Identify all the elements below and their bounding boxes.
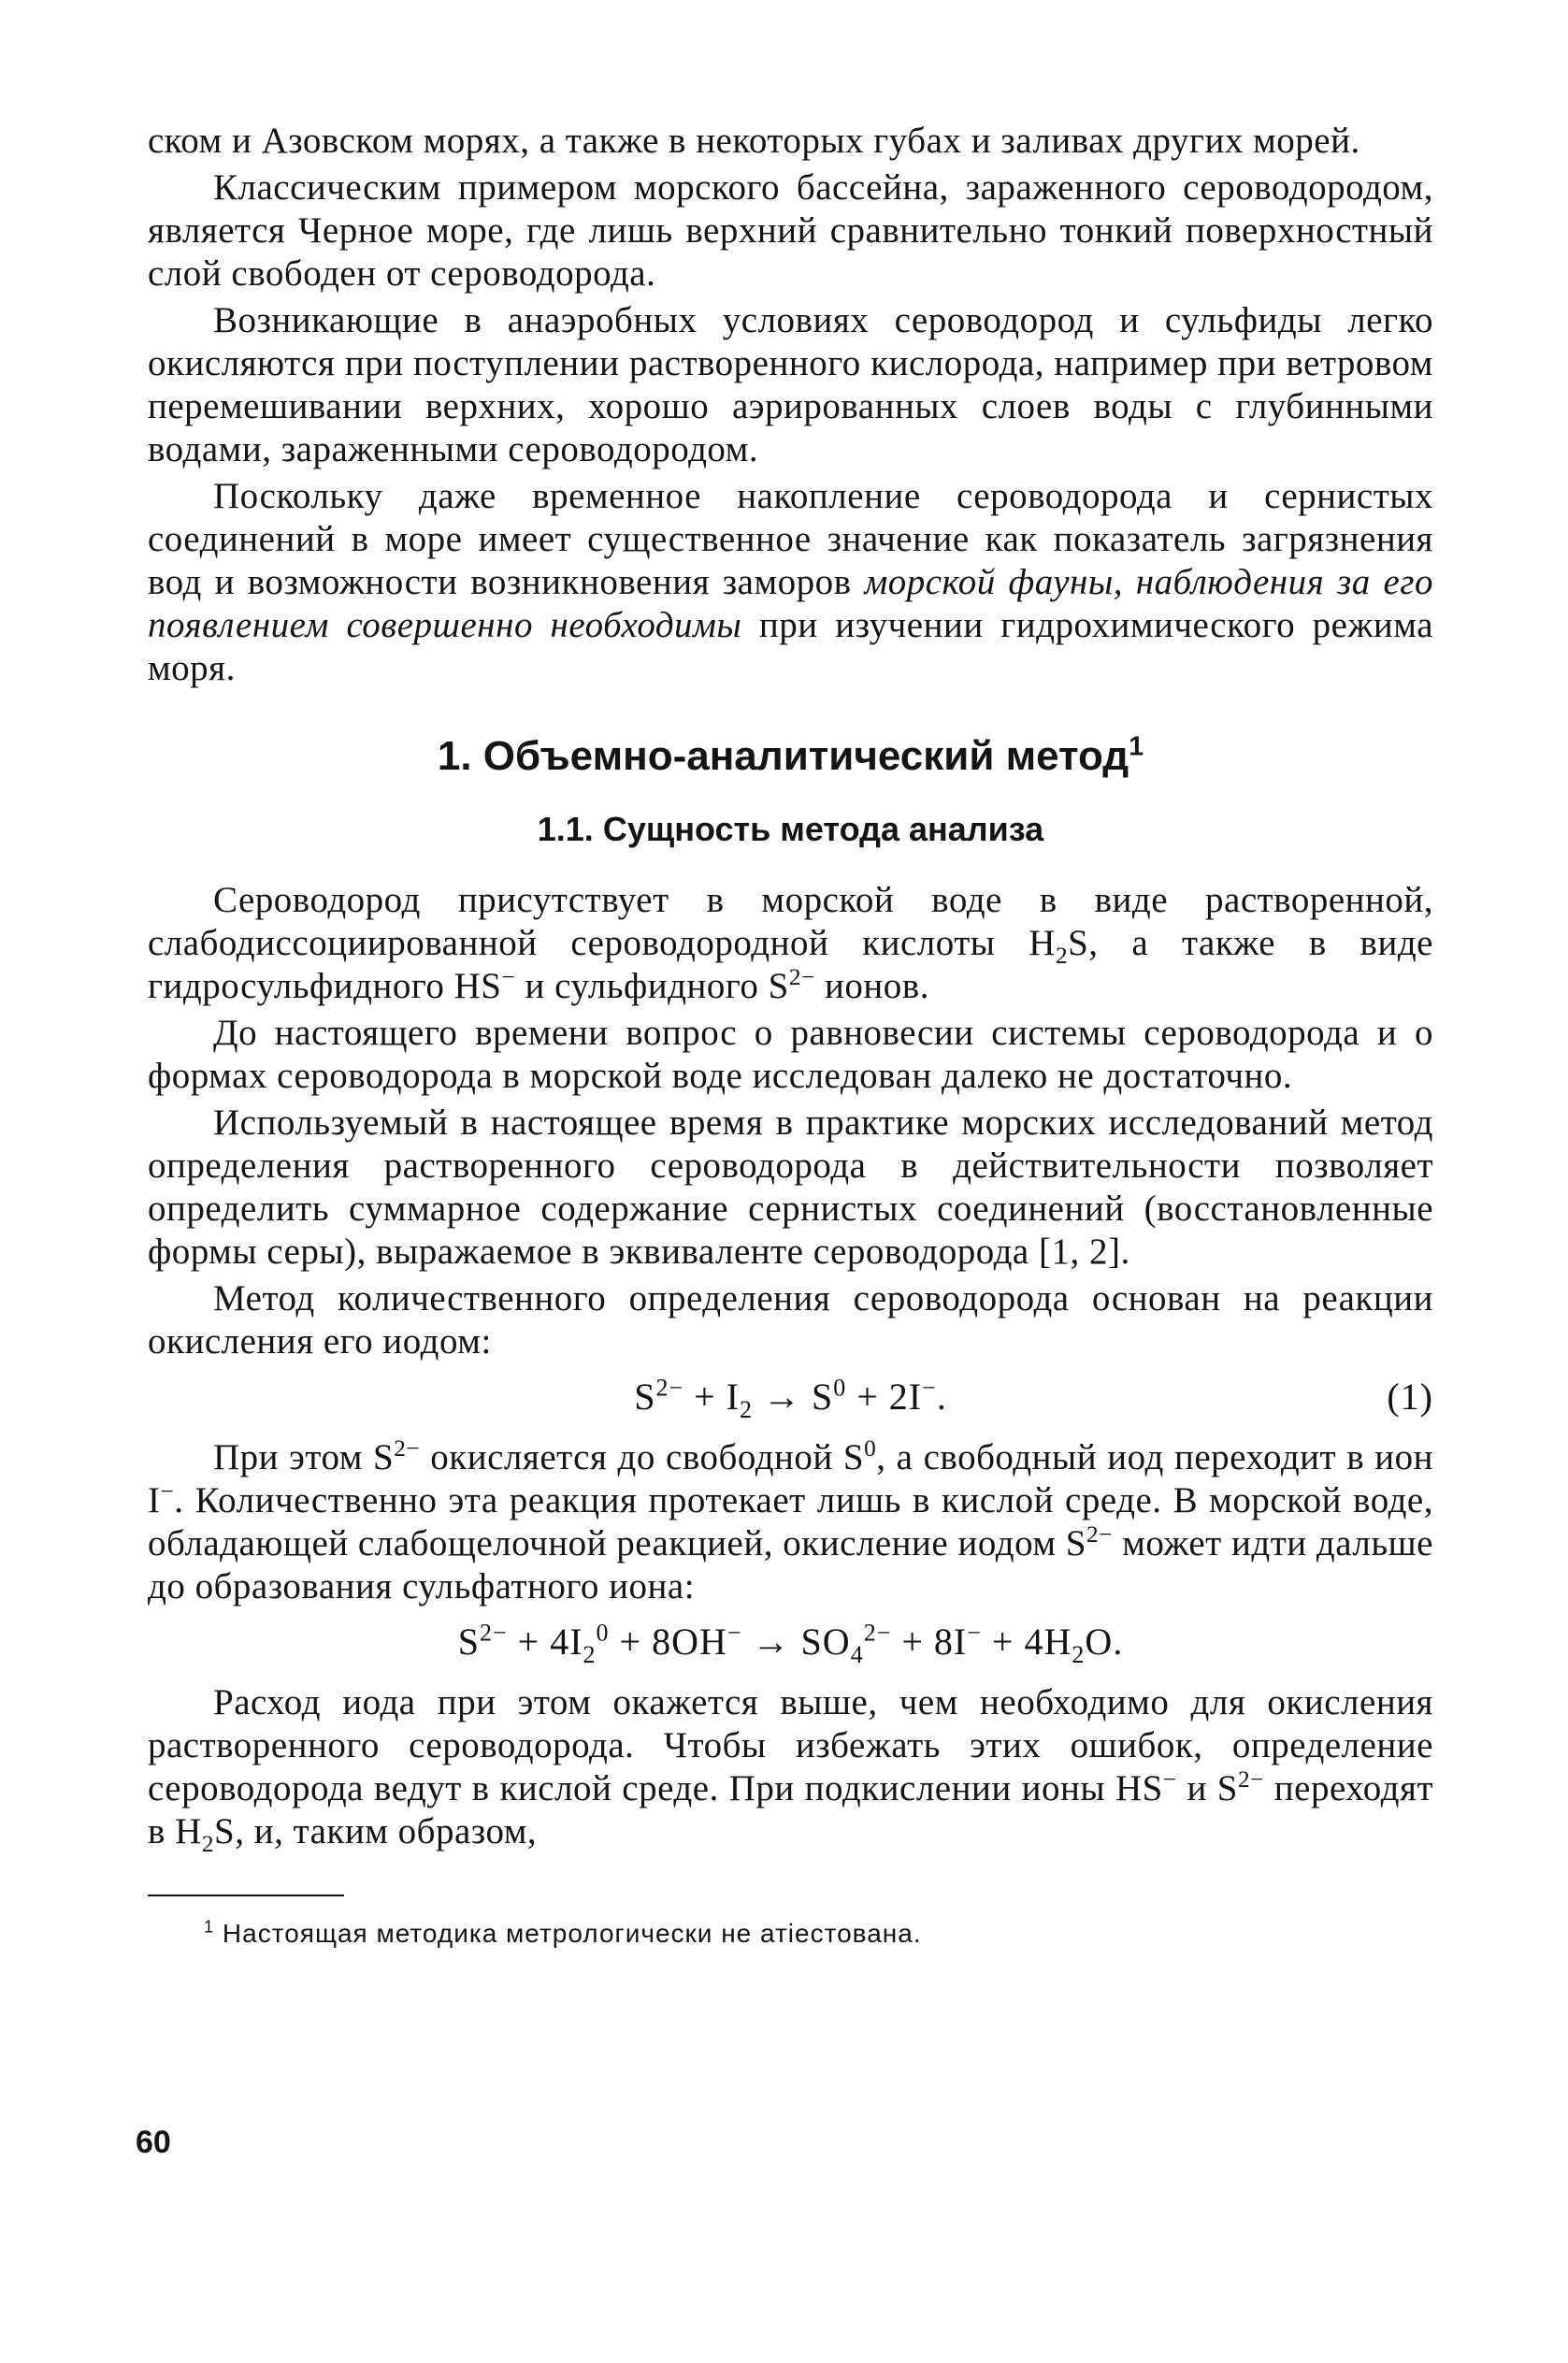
paragraph-italic-text: морской фауны, наблюдения за его появлением совершенно необходимы bbox=[148, 562, 1433, 645]
eq-superscript: 2− bbox=[863, 1619, 892, 1647]
equation-number: (1) bbox=[1387, 1376, 1433, 1418]
eq-superscript: 2− bbox=[479, 1619, 508, 1647]
superscript: 2− bbox=[788, 964, 815, 990]
eq-text: + 4I bbox=[507, 1621, 583, 1663]
subsection-heading: 1.1. Сущность метода анализа bbox=[537, 810, 1044, 848]
superscript: 0 bbox=[864, 1435, 877, 1462]
page-content bbox=[148, 120, 1433, 1951]
text: переходят в H bbox=[148, 1768, 1434, 1851]
paragraph bbox=[148, 879, 1433, 1008]
paragraph bbox=[148, 1681, 1434, 1857]
eq-superscript: − bbox=[967, 1619, 982, 1647]
text: может идти дальше до образования сульфатного иона: bbox=[148, 1523, 1433, 1607]
eq-text: → S bbox=[753, 1376, 834, 1418]
eq-subscript: 2 bbox=[1072, 1641, 1086, 1668]
footnote-reference: 1 bbox=[1129, 731, 1144, 762]
superscript: 2− bbox=[1237, 1766, 1264, 1793]
text: , а свободный иод переходит в ион I bbox=[148, 1437, 1433, 1520]
equation-1 bbox=[148, 1371, 1433, 1431]
paragraph: Возникающие в анаэробных условиях сероводород и сульфиды легко окисляются при поступлении растворенного кислорода, например при ветровом перемешивании верхних, хорошо аэрированных слоев воды с глубинными водами, зараженными сероводородом. bbox=[148, 300, 1433, 469]
eq-superscript: − bbox=[726, 1619, 742, 1647]
equation-body bbox=[148, 1616, 1433, 1668]
eq-subscript: 2 bbox=[740, 1396, 753, 1423]
footnote-mark: 1 bbox=[204, 1917, 215, 1937]
eq-superscript: 2− bbox=[655, 1374, 684, 1402]
eq-text: S bbox=[634, 1376, 656, 1418]
paragraph: До настоящего времени вопрос о равновесии системы сероводорода и о формах сероводорода в морской воде исследован далеко не достаточно. bbox=[148, 1013, 1433, 1096]
eq-superscript: − bbox=[922, 1374, 937, 1402]
footnote-divider bbox=[148, 1895, 344, 1896]
subscript: 2 bbox=[201, 1830, 215, 1857]
eq-text: . bbox=[936, 1376, 947, 1418]
text: и S bbox=[1176, 1768, 1238, 1808]
superscript: − bbox=[1162, 1766, 1177, 1793]
text: S, а также в виде гидросульфидного HS bbox=[148, 923, 1433, 1006]
eq-subscript: 2 bbox=[583, 1641, 597, 1668]
superscript: − bbox=[160, 1478, 175, 1505]
page-number: 60 bbox=[136, 2125, 171, 2160]
footnote bbox=[204, 1917, 1433, 1951]
eq-superscript: 0 bbox=[833, 1374, 847, 1402]
text: ионов. bbox=[814, 966, 929, 1006]
text: и сульфидного S bbox=[515, 966, 789, 1006]
equation-2 bbox=[148, 1616, 1433, 1676]
eq-text: + I bbox=[683, 1376, 740, 1418]
text: Расход иода при этом окажется выше, чем необходимо для окисления растворенного сероводорода. Чтобы избежать этих ошибок, определение сероводорода ведут в кислой среде. При подкислении ионы HS bbox=[148, 1682, 1433, 1808]
eq-text: + 2I bbox=[846, 1376, 923, 1418]
paragraph: Классическим примером морского бассейна, зараженного сероводородом, является Черное море, где лишь верхний сравнительно тонкий поверхностный слой свободен от сероводорода. bbox=[148, 167, 1433, 294]
text: Сероводород присутствует в морской воде в виде растворенной, слабодиссоциированной сероводородной кислоты H bbox=[148, 880, 1433, 963]
paragraph: Метод количественного определения сероводорода основан на реакции окисления его иодом: bbox=[148, 1278, 1433, 1362]
superscript: − bbox=[501, 964, 516, 990]
equation-body bbox=[148, 1371, 1433, 1423]
eq-text: O. bbox=[1085, 1621, 1124, 1663]
eq-text: → SO bbox=[741, 1621, 851, 1663]
section-heading bbox=[148, 731, 1433, 782]
superscript: 2− bbox=[1086, 1521, 1113, 1548]
paragraph bbox=[148, 1436, 1433, 1608]
eq-text: + 8OH bbox=[609, 1621, 727, 1663]
paragraph: ском и Азовском морях, а также в некоторых губах и заливах других морей. bbox=[148, 121, 1360, 161]
eq-text: + 8I bbox=[891, 1621, 968, 1663]
text: При этом S bbox=[213, 1437, 395, 1477]
footnote-text: Настоящая методика метрологически не атіестована. bbox=[222, 1919, 922, 1948]
section-title: 1. Объемно-аналитический метод bbox=[437, 733, 1129, 779]
paragraph-text: при изучении гидрохимического режима моря. bbox=[148, 605, 1434, 688]
text: окисляется до свободной S bbox=[420, 1437, 865, 1477]
paragraph-text: Поскольку даже временное накопление сероводорода и сернистых соединений в море имеет существенное значение как показатель загрязнения вод и возможности возникновения заморов bbox=[148, 476, 1433, 602]
paragraph bbox=[148, 475, 1433, 690]
text: . Количественно эта реакция протекает лишь в кислой среде. В морской воде, обладающей слабощелочной реакцией, окисление иодом S bbox=[148, 1480, 1433, 1563]
eq-subscript: 4 bbox=[850, 1641, 864, 1668]
paragraph: Используемый в настоящее время в практике морских исследований метод определения растворенного сероводорода в действительности позволяет определить суммарное содержание сернистых соединений (восстановленные формы серы), выражаемое в эквиваленте сероводорода [1, 2]. bbox=[148, 1102, 1433, 1272]
eq-text: S bbox=[457, 1621, 480, 1663]
text: S, и, таким образом, bbox=[214, 1811, 538, 1851]
superscript: 2− bbox=[394, 1435, 421, 1462]
subscript: 2 bbox=[1055, 942, 1069, 969]
eq-text: + 4H bbox=[981, 1621, 1072, 1663]
eq-superscript: 0 bbox=[596, 1619, 610, 1647]
